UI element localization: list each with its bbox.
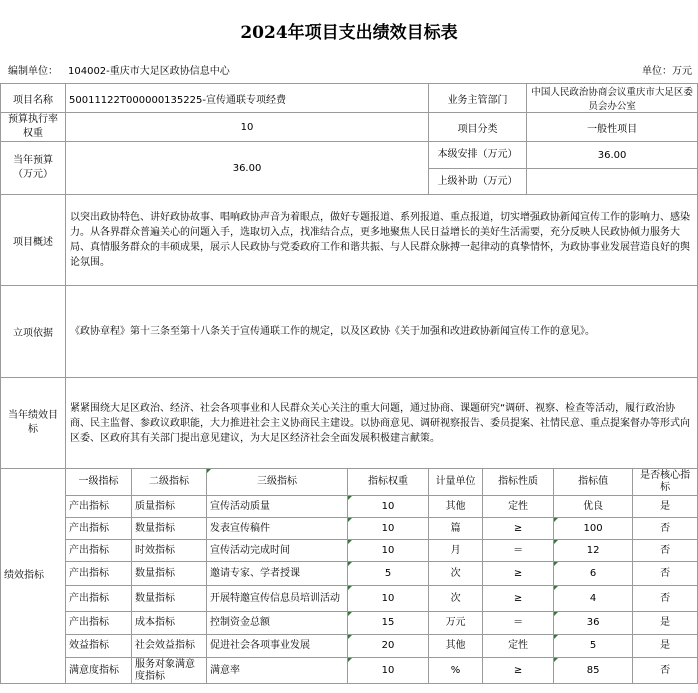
budget-value: 36.00 — [66, 142, 429, 195]
dept-value: 中国人民政治协商会议重庆市大足区委员会办公室 — [527, 84, 698, 113]
project-name-label: 项目名称 — [1, 84, 66, 113]
indicator-weight: 10 — [348, 586, 429, 612]
weight-label: 预算执行率权重 — [1, 113, 66, 142]
indicator-row — [1, 635, 698, 658]
indicator-core: 否 — [633, 540, 698, 562]
basis-label: 立项依据 — [1, 286, 66, 378]
indicator-weight: 20 — [348, 635, 429, 658]
goal-text: 紧紧围绕大足区政治、经济、社会各项事业和人民群众关心关注的重大问题，通过协商、课题研究“调研、视察、检查等活动，履行政治协商、民主监督、参政议政职能，大力推进社会主义协商民主建设。以协商意见、调研视察报告、委员提案、社情民意、重点提案督办等形式向区委、区政府其有关部门提出意见建议，为大足区经济社会全面发展积极建言献策。 — [66, 378, 698, 469]
dept-label: 业务主管部门 — [429, 84, 527, 113]
indicator-value: 5 — [554, 635, 633, 658]
budget-row — [1, 142, 698, 169]
indicator-level3: 发表宣传稿件 — [207, 518, 348, 540]
indicator-level3: 宣传活动完成时间 — [207, 540, 348, 562]
project-name-row — [1, 84, 698, 113]
performance-table — [0, 83, 698, 684]
indicator-core: 否 — [633, 658, 698, 684]
indicator-level2: 成本指标 — [132, 612, 207, 635]
indicator-level2: 数量指标 — [132, 586, 207, 612]
header-cell: 一级指标 — [66, 469, 132, 496]
indicator-level2: 时效指标 — [132, 540, 207, 562]
indicator-weight: 10 — [348, 518, 429, 540]
indicator-nature: 定性 — [483, 635, 554, 658]
indicator-level2: 数量指标 — [132, 518, 207, 540]
indicator-level2: 质量指标 — [132, 496, 207, 518]
indicator-unit: 其他 — [429, 496, 483, 518]
indicator-core: 否 — [633, 518, 698, 540]
header-cell: 是否核心指标 — [633, 469, 698, 496]
indicator-core: 否 — [633, 586, 698, 612]
indicator-row — [1, 496, 698, 518]
indicator-weight: 10 — [348, 540, 429, 562]
indicator-value: 6 — [554, 562, 633, 586]
page-title: 2024年项目支出绩效目标表 — [240, 22, 458, 43]
indicator-row — [1, 562, 698, 586]
indicator-row — [1, 658, 698, 684]
indicator-level1: 产出指标 — [66, 518, 132, 540]
indicator-row — [1, 540, 698, 562]
indicator-level1: 产出指标 — [66, 496, 132, 518]
indicator-value: 4 — [554, 586, 633, 612]
indicator-value: 85 — [554, 658, 633, 684]
indicator-nature: ≥ — [483, 518, 554, 540]
indicator-level1: 满意度指标 — [66, 658, 132, 684]
header-cell: 指标性质 — [483, 469, 554, 496]
header-cell: 计量单位 — [429, 469, 483, 496]
indicator-row — [1, 586, 698, 612]
weight-value: 10 — [66, 113, 429, 142]
upper-label: 上级补助（万元） — [429, 169, 527, 195]
indicator-level2: 服务对象满意度指标 — [132, 658, 207, 684]
header-cell: 指标权重 — [348, 469, 429, 496]
goal-label: 当年绩效目标 — [1, 378, 66, 469]
upper-value — [527, 169, 698, 195]
indicator-nature: ＝ — [483, 612, 554, 635]
indicator-weight: 5 — [348, 562, 429, 586]
indicator-unit: 次 — [429, 562, 483, 586]
indicator-core: 是 — [633, 635, 698, 658]
indicator-level2: 数量指标 — [132, 562, 207, 586]
indicator-core: 是 — [633, 612, 698, 635]
indicator-value: 100 — [554, 518, 633, 540]
indicator-unit: 月 — [429, 540, 483, 562]
indicator-core: 否 — [633, 562, 698, 586]
category-label: 项目分类 — [429, 113, 527, 142]
indicator-row — [1, 612, 698, 635]
basis-text: 《政协章程》第十三条至第十八条关于宣传通联工作的规定，以及区政协《关于加强和改进政协新闻宣传工作的意见》。 — [66, 286, 698, 378]
indicator-core: 是 — [633, 496, 698, 518]
indicator-level1: 产出指标 — [66, 540, 132, 562]
indicator-unit: % — [429, 658, 483, 684]
indicator-unit: 其他 — [429, 635, 483, 658]
indicator-level3: 满意率 — [207, 658, 348, 684]
level-value: 36.00 — [527, 142, 698, 169]
unit-value: 104002-重庆市大足区政协信息中心 — [68, 66, 230, 77]
indicator-level3: 邀请专家、学者授课 — [207, 562, 348, 586]
unit-label: 编制单位： — [8, 66, 58, 77]
basis-row — [1, 286, 698, 378]
indicator-nature: ＝ — [483, 540, 554, 562]
indicator-unit: 篇 — [429, 518, 483, 540]
indicator-unit: 万元 — [429, 612, 483, 635]
indicator-level3: 开展特邀宣传信息员培训活动 — [207, 586, 348, 612]
currency-unit: 单位：万元 — [642, 66, 692, 77]
indicator-row — [1, 518, 698, 540]
overview-text: 以突出政协特色、讲好政协故事、唱响政协声音为着眼点，做好专题报道、系列报道、重点报道，切实增强政协新闻宣传工作的影响力、感染力。从各界群众普遍关心的问题入手，选取切入点，找准结合点，更多地聚焦人民日益增长的美好生活需要，充分反映人民政协倾力服务大局、真情服务群众的丰硕成果，展示人民政协与党委政府工作和谐共振、与人民群众脉搏一起律动的真挚情怀，为政协事业发展营造良好的舆论氛围。 — [66, 195, 698, 286]
indicator-level1: 产出指标 — [66, 612, 132, 635]
indicator-level2: 社会效益指标 — [132, 635, 207, 658]
category-value: 一般性项目 — [527, 113, 698, 142]
indicator-level1: 产出指标 — [66, 586, 132, 612]
overview-row — [1, 195, 698, 286]
indicator-value: 优良 — [554, 496, 633, 518]
indicator-level1: 效益指标 — [66, 635, 132, 658]
indicator-weight: 10 — [348, 496, 429, 518]
header-cell: 二级指标 — [132, 469, 207, 496]
indicator-nature: ≥ — [483, 562, 554, 586]
indicator-nature: ≥ — [483, 658, 554, 684]
indicator-weight: 10 — [348, 658, 429, 684]
indicator-level3: 控制资金总额 — [207, 612, 348, 635]
indicator-value: 36 — [554, 612, 633, 635]
goal-row — [1, 378, 698, 469]
indicator-level1: 产出指标 — [66, 562, 132, 586]
indicator-nature: ≥ — [483, 586, 554, 612]
header-cell: 指标值 — [554, 469, 633, 496]
indicator-weight: 15 — [348, 612, 429, 635]
weight-row — [1, 113, 698, 142]
indicator-header-row — [1, 469, 698, 496]
overview-label: 项目概述 — [1, 195, 66, 286]
project-name-value: 50011122T000000135225-宣传通联专项经费 — [66, 84, 429, 113]
indicator-value: 12 — [554, 540, 633, 562]
indicator-level3: 宣传活动质量 — [207, 496, 348, 518]
indicator-unit: 次 — [429, 586, 483, 612]
budget-label: 当年预算（万元） — [1, 142, 66, 195]
indicators-label: 绩效指标 — [1, 469, 66, 684]
indicator-nature: 定性 — [483, 496, 554, 518]
level-label: 本级安排（万元） — [429, 142, 527, 169]
header-cell: 三级指标 — [207, 469, 348, 496]
indicator-level3: 促进社会各项事业发展 — [207, 635, 348, 658]
